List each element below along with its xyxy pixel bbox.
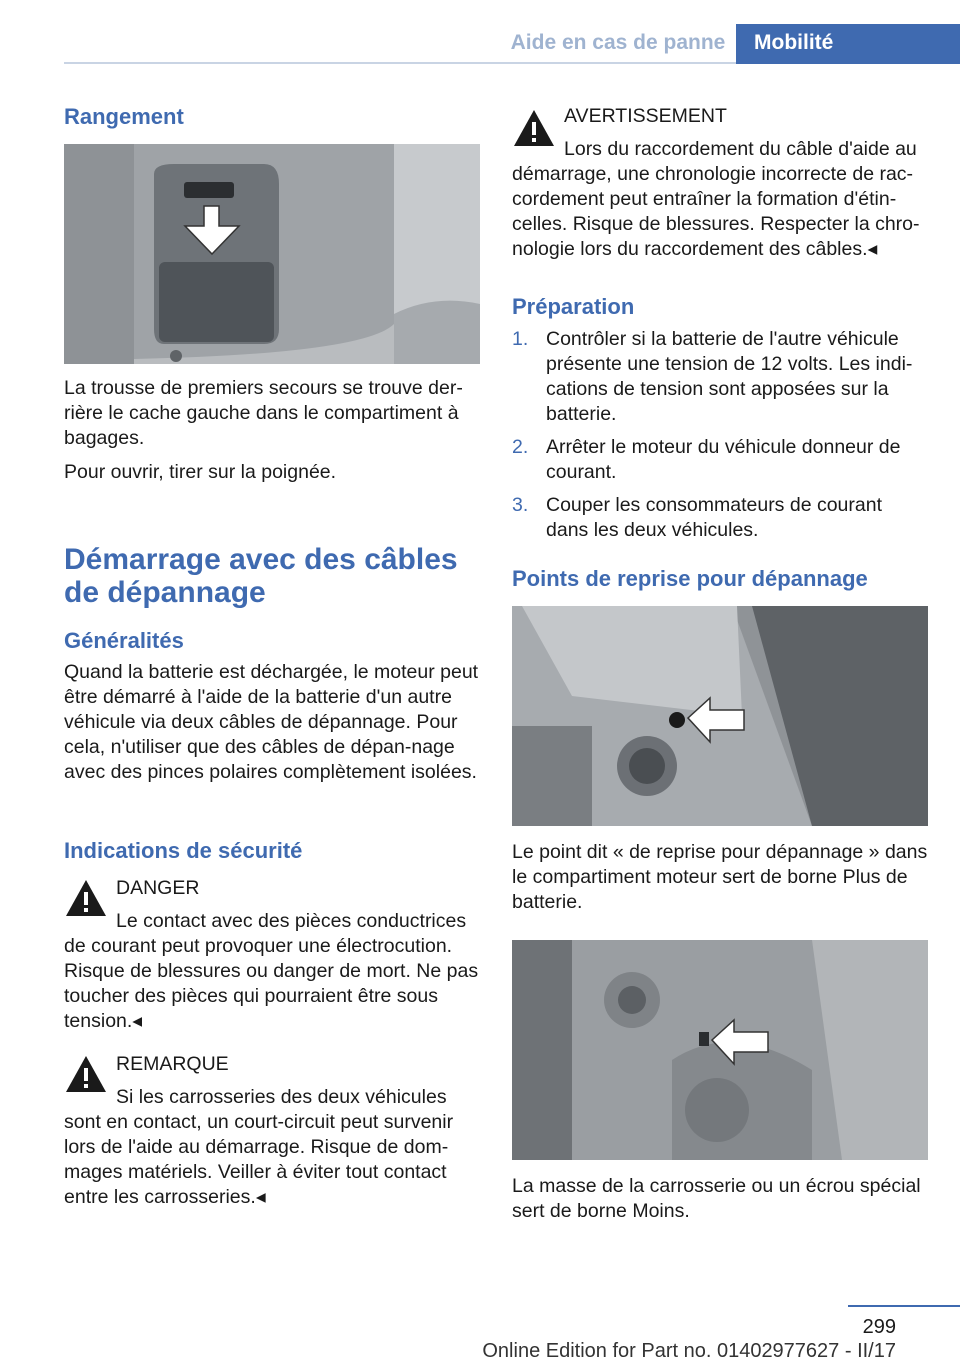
rangement-text-1: La trousse de premiers secours se trouve der-rière le cache gauche dans le compartiment à bagages. — [64, 377, 463, 449]
list-item: 1. Contrôler si la batterie de l'autre véhicule présente une tension de 12 volts. Les indi-cations de tension sont apposées sur la batterie. — [512, 328, 913, 425]
remarque-label: REMARQUE — [116, 1053, 229, 1075]
rangement-text-2: Pour ouvrir, tirer sur la poignée. — [64, 461, 337, 483]
danger-text: Le contact avec des pièces conductrices de courant peut provoquer une électrocution. Risque de blessures ou danger de mort. Ne pas toucher des pièces qui pourraient être sous tension.◂ — [64, 910, 479, 1032]
list-item: 3. Couper les consommateurs de courant dans les deux véhicules. — [512, 494, 883, 541]
section-tab[interactable]: Aide en cas de panne — [510, 31, 726, 54]
generalites-text: Quand la batterie est déchargée, le moteur peut être démarré à l'aide de la batterie d'un autre véhicule via deux câbles de dépannage. Pour cela, n'utiliser que des câbles de dépan-nage avec des pinces polaires complètement isolées. — [64, 661, 479, 783]
chapter-tab-active[interactable]: Mobilité — [736, 24, 960, 64]
points-text-1: Le point dit « de reprise pour dépannage » dans le compartiment moteur sert de borne Plus de batterie. — [512, 841, 928, 913]
list-item: 2. Arrêter le moteur du véhicule donneur de courant. — [512, 436, 901, 483]
page-number: 299 — [862, 1316, 896, 1338]
points-heading: Points de reprise pour dépannage — [512, 566, 868, 591]
preparation-steps — [512, 327, 928, 551]
footer-rule — [848, 1305, 960, 1307]
edition-footer: Online Edition for Part no. 01402977627 - II/17 — [482, 1340, 896, 1362]
remarque-text: Si les carrosseries des deux véhicules sont en contact, un court-circuit peut survenir lors de l'aide au démarrage. Risque de dom-mages matériels. Veiller à éviter tout contact entre les carrosseries.◂ — [64, 1086, 454, 1208]
securite-heading: Indications de sécurité — [64, 838, 303, 863]
trunk-compartment-photo — [64, 144, 480, 364]
rangement-heading: Rangement — [64, 104, 184, 129]
avertissement-text: Lors du raccordement du câble d'aide au démarrage, une chronologie incorrecte de rac-cordement peut entraîner la formation d'étin-celles. Risque de blessures. Respecter la chro-nologie lors du raccordement des câbles.◂ — [512, 138, 920, 260]
generalites-heading: Généralités — [64, 628, 184, 653]
preparation-heading: Préparation — [512, 294, 635, 319]
points-text-2: La masse de la carrosserie ou un écrou spécial sert de borne Moins. — [512, 1175, 921, 1222]
avertissement-label: AVERTISSEMENT — [564, 105, 727, 127]
engine-minus-terminal-photo — [512, 940, 928, 1160]
engine-plus-terminal-photo — [512, 606, 928, 826]
danger-label: DANGER — [116, 877, 200, 899]
main-section-heading: Démarrage avec des câbles de dépannage — [64, 543, 458, 609]
